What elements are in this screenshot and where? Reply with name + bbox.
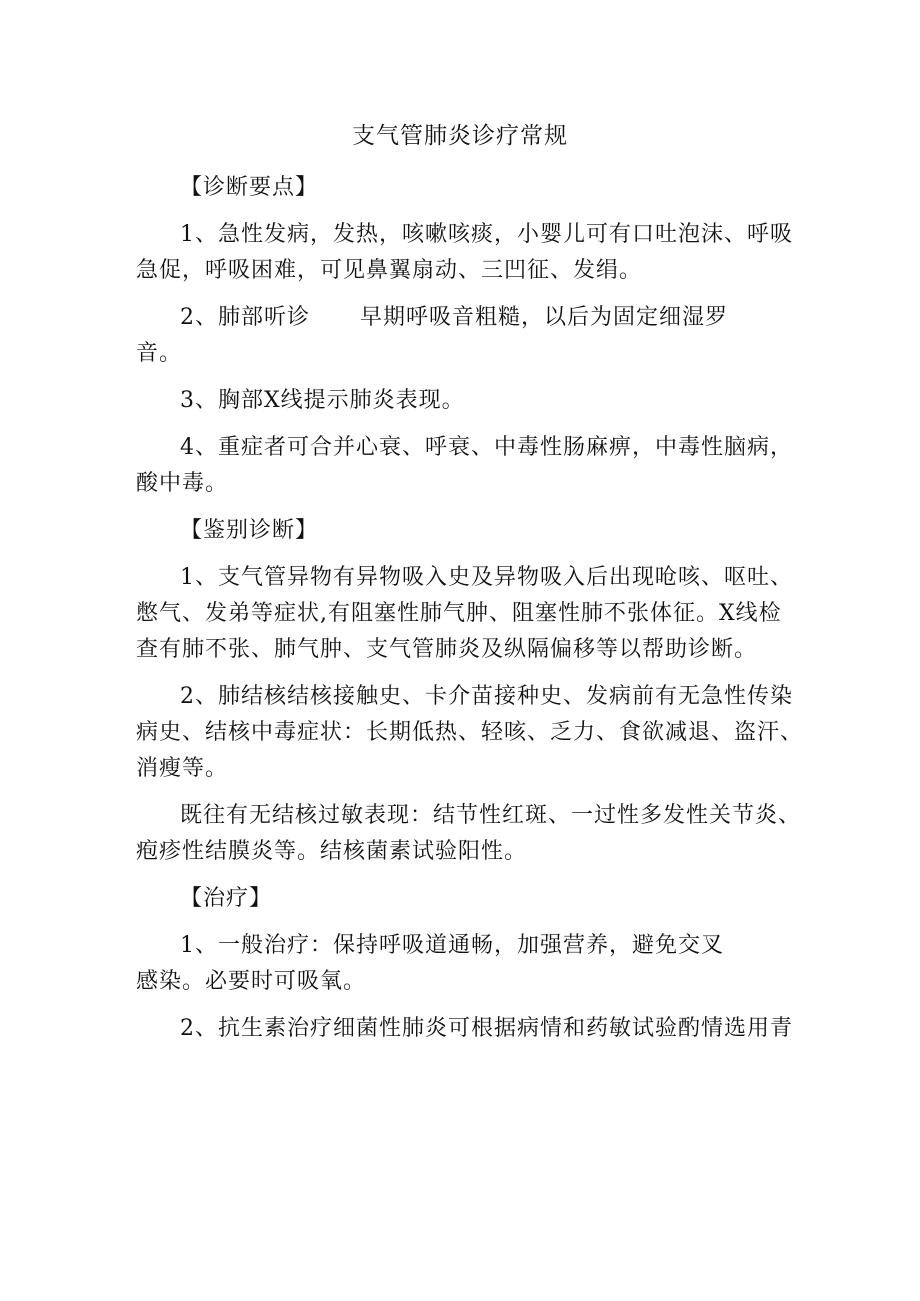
text-line: 既往有无结核过敏表现：结节性红斑、一过性多发性关节炎、 (180, 803, 802, 828)
text-line: 1、一般治疗：保持呼吸道通畅，加强营养，避免交叉 (180, 933, 724, 958)
text-line: 酸中毒。 (136, 471, 229, 496)
page-title: 支气管肺炎诊疗常规 (352, 123, 568, 149)
diagnosis-item-1 (136, 217, 816, 289)
differential-item-1 (136, 560, 816, 668)
diagnosis-item-3 (136, 383, 816, 419)
text-line: 疱疹性结膜炎等。结核菌素试验阳性。 (136, 839, 528, 864)
text-line: 4、重症者可合并心衰、呼衰、中毒性肠麻痹，中毒性脑病， (180, 435, 793, 460)
differential-item-2 (136, 679, 816, 787)
text-line: 1、急性发病，发热，咳嗽咳痰，小婴儿可有口吐泡沫、呼吸 (180, 222, 793, 247)
diagnosis-item-2 (136, 300, 816, 372)
text-line: 2、肺结核结核接触史、卡介苗接种史、发病前有无急性传染 (180, 684, 793, 709)
text-line: 感染。必要时可吸氧。 (136, 969, 367, 994)
treatment-item-1 (136, 928, 816, 1000)
text-line: 查有肺不张、肺气肿、支气管肺炎及纵隔偏移等以帮助诊断。 (136, 637, 758, 662)
treatment-item-2 (136, 1011, 816, 1047)
section-heading-treatment: 【治疗】 (180, 886, 273, 911)
text-line: 音。 (136, 341, 183, 366)
section-heading-differential: 【鉴别诊断】 (180, 518, 319, 543)
text-line: 2、抗生素治疗细菌性肺炎可根据病情和药敏试验酌情选用青 (180, 1016, 793, 1041)
text-line (136, 300, 816, 336)
text-line: 1、支气管异物有异物吸入史及异物吸入后出现呛咳、呕吐、 (180, 565, 793, 590)
text-line: 憋气、发弟等症状,有阻塞性肺气肿、阻塞性肺不张体征。X线检 (136, 601, 782, 626)
text-line: 急促，呼吸困难，可见鼻翼扇动、三凹征、发绢。 (136, 258, 643, 283)
document-body (136, 170, 816, 1058)
text-segment: 早期呼吸音粗糙，以后为固定细湿罗 (360, 305, 729, 330)
text-line: 消瘦等。 (136, 756, 229, 781)
text-line: 病史、结核中毒症状：长期低热、轻咳、乏力、食欲减退、盗汗、 (136, 720, 804, 745)
text-line: 3、胸部X线提示肺炎表现。 (180, 388, 465, 413)
differential-item-3 (136, 798, 816, 870)
text-segment: 2、肺部听诊 (180, 305, 310, 330)
diagnosis-item-4 (136, 430, 816, 502)
section-heading-diagnosis: 【诊断要点】 (180, 175, 319, 200)
